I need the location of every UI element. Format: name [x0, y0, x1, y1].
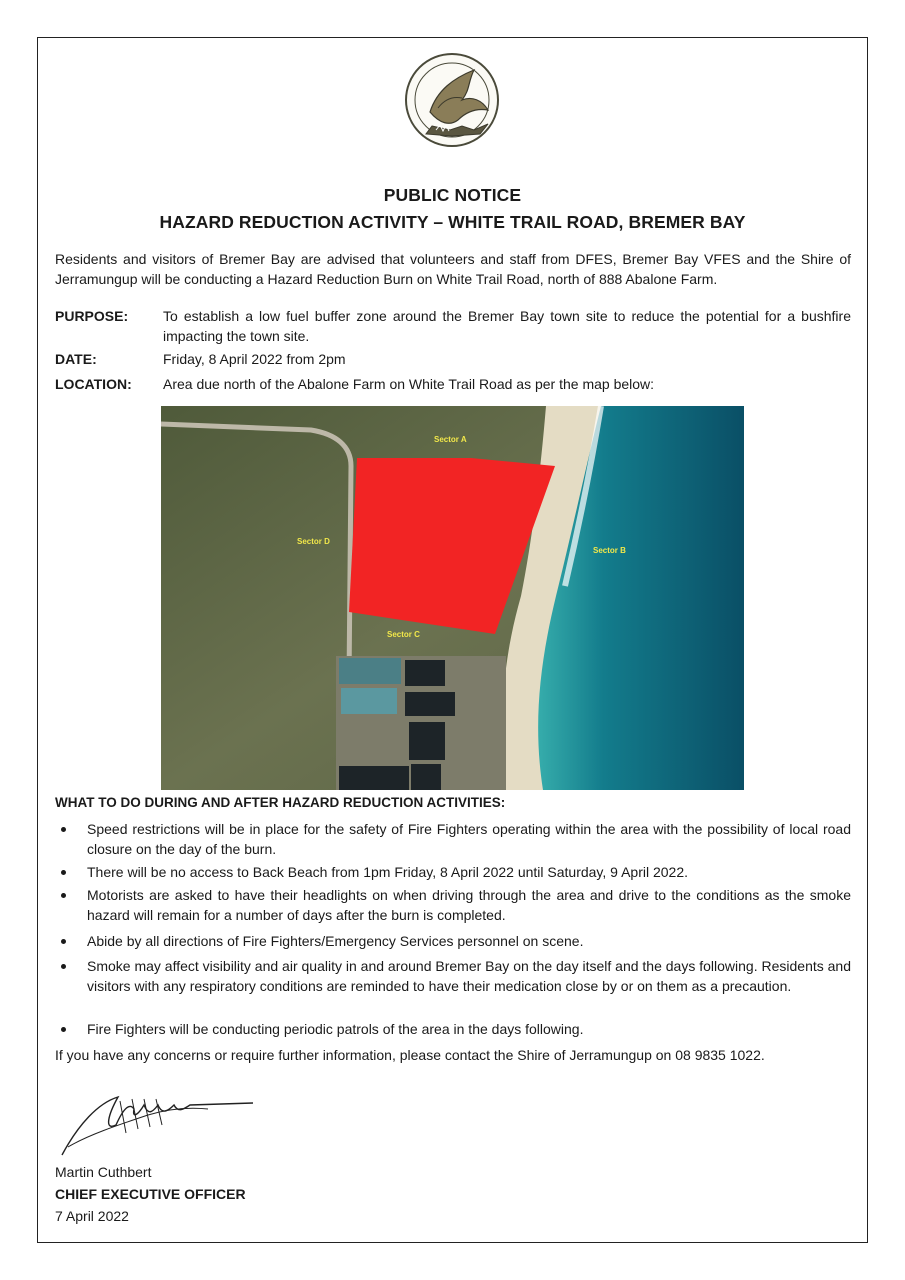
location-label: LOCATION: — [55, 376, 132, 392]
what-to-do-heading: WHAT TO DO DURING AND AFTER HAZARD REDUCTION ACTIVITIES: — [55, 795, 506, 810]
list-item: Abide by all directions of Fire Fighters/Emergency Services personnel on scene. — [55, 931, 851, 951]
bullet-icon — [61, 939, 66, 944]
notice-heading: PUBLIC NOTICE — [383, 185, 522, 205]
list-item: Fire Fighters will be conducting periodic patrols of the area in the days following. — [55, 1019, 851, 1039]
purpose-text: To establish a low fuel buffer zone around the Bremer Bay town site to reduce the potential for a bushfire impacting the town site. — [163, 308, 851, 344]
sector-c-label: Sector C — [387, 630, 420, 639]
burn-area-map — [161, 406, 744, 790]
notice-subheading: HAZARD REDUCTION ACTIVITY – WHITE TRAIL ROAD, BREMER BAY — [159, 212, 746, 232]
list-item: Smoke may affect visibility and air quality in and around Bremer Bay on the day itself and the days following. Residents and visitors with any respiratory conditions are reminded to have their medication close by or on them as a precaution. — [55, 956, 851, 996]
bullet-icon — [61, 964, 66, 969]
list-item: Speed restrictions will be in place for the safety of Fire Fighters operating within the area with the possibility of local road closure on the day of the burn. — [55, 819, 851, 859]
signature-icon — [58, 1085, 258, 1160]
bullet-icon — [61, 893, 66, 898]
location-text: Area due north of the Abalone Farm on White Trail Road as per the map below: — [163, 376, 655, 392]
contact-paragraph: If you have any concerns or require further information, please contact the Shire of Jerramungup on 08 9835 1022. — [55, 1047, 765, 1063]
list-item: There will be no access to Back Beach from 1pm Friday, 8 April 2022 until Saturday, 9 April 2022. — [55, 862, 851, 882]
eagle-seal-icon — [392, 50, 512, 150]
date-label: DATE: — [55, 351, 97, 367]
signatory-title: CHIEF EXECUTIVE OFFICER — [55, 1186, 246, 1202]
list-item: Motorists are asked to have their headlights on when driving through the area and drive to the conditions as the smoke hazard will remain for a number of days after the burn is completed. — [55, 885, 851, 925]
purpose-label: PURPOSE: — [55, 308, 129, 324]
intro-paragraph: Residents and visitors of Bremer Bay are advised that volunteers and staff from DFES, Bremer Bay VFES and the Shire of Jerramungup will be conducting a Hazard Reduction Burn on White Trail Road, north of 888 Abalone Farm. — [55, 251, 851, 287]
bullet-icon — [61, 1027, 66, 1032]
notice-date: 7 April 2022 — [55, 1208, 129, 1224]
bullet-icon — [61, 870, 66, 875]
date-text: Friday, 8 April 2022 from 2pm — [163, 351, 346, 367]
sector-d-label: Sector D — [297, 537, 330, 546]
bullet-icon — [61, 827, 66, 832]
signatory-name: Martin Cuthbert — [55, 1164, 152, 1180]
sector-b-label: Sector B — [593, 546, 626, 555]
sector-a-label: Sector A — [434, 435, 467, 444]
